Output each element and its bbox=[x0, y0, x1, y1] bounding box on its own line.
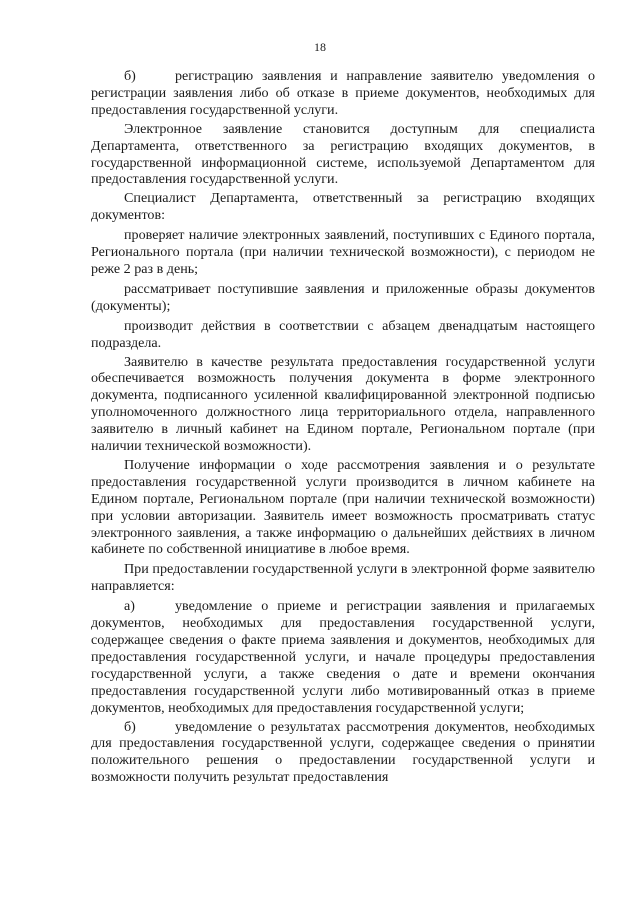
paragraph-status-info bbox=[91, 457, 595, 558]
list-marker: б) bbox=[124, 68, 136, 84]
paragraph-text: Заявителю в качестве результата предоставления государственной услуги обеспечивается возможность получения документа в форме электронного документа, подписанного усиленной квалифицированной электронной подписью уполномоченного должностного лица территориального отдела, направленного заявителю в личный кабинет на Едином портале, Региональном портале (при наличии технической возможности). bbox=[91, 353, 595, 455]
list-marker: а) bbox=[124, 598, 135, 615]
paragraph-notification-a bbox=[91, 598, 595, 716]
paragraph-actions bbox=[91, 318, 595, 352]
paragraph-text: регистрацию заявления и направление заявителю уведомления о регистрации заявления либо об отказе в приеме документов, необходимых для предоставления государственной услуги. bbox=[91, 68, 595, 118]
paragraph-text: уведомление о приеме и регистрации заявления и прилагаемых документов, необходимых для предоставления государственной услуги, содержащее сведения о факте приема заявления и документов, необходимых для предоставления государственной услуги, и начале процедуры предоставления государственной услуги, а также сведения о дате и времени окончания предоставления государственной услуги либо мотивированный отказ в приеме документов, необходимых для предоставления государственной услуги; bbox=[91, 598, 595, 716]
paragraph-text: производит действия в соответствии с абзацем двенадцатым настоящего подраздела. bbox=[91, 317, 595, 351]
paragraph-notifications-intro bbox=[91, 561, 595, 595]
paragraph-text: рассматривает поступившие заявления и приложенные образы документов (документы); bbox=[91, 280, 595, 314]
paragraph-text: При предоставлении государственной услуги в электронной форме заявителю направляется: bbox=[91, 561, 595, 595]
paragraph-text: Электронное заявление становится доступным для специалиста Департамента, ответственного за регистрацию входящих документов, в государственной информационной системе, используемой Департаментом для предоставления государственной услуги. bbox=[91, 120, 595, 188]
page-number: 18 bbox=[314, 40, 326, 54]
list-marker: б) bbox=[124, 718, 136, 735]
paragraph-specialist bbox=[91, 190, 595, 224]
paragraph-checks bbox=[91, 227, 595, 278]
paragraph-text: Специалист Департамента, ответственный за регистрацию входящих документов: bbox=[91, 190, 595, 224]
paragraph-notification-b bbox=[91, 719, 595, 787]
paragraph-result bbox=[91, 354, 595, 455]
page-body bbox=[91, 68, 595, 786]
paragraph-electronic-application bbox=[91, 121, 595, 189]
paragraph-reviews bbox=[91, 281, 595, 315]
paragraph-text: уведомление о результатах рассмотрения документов, необходимых для предоставления государственной услуги, содержащее сведения о принятии положительного решения о предоставлении государственной услуги и возможности получить результат предоставления bbox=[91, 718, 595, 786]
paragraph-text: Получение информации о ходе рассмотрения заявления и о результате предоставления государственной услуги производится в личном кабинете на Едином портале, Региональном портале (при наличии технической возможности) при условии авторизации. Заявитель имеет возможность просматривать статус электронного заявления, а также информацию о дальнейших действиях в личном кабинете по собственной инициативе в любое время. bbox=[91, 456, 595, 558]
paragraph-text: проверяет наличие электронных заявлений, поступивших с Единого портала, Регионального портала (при наличии технической возможности), с периодом не реже 2 раз в день; bbox=[91, 227, 595, 277]
paragraph-registration bbox=[91, 68, 595, 119]
